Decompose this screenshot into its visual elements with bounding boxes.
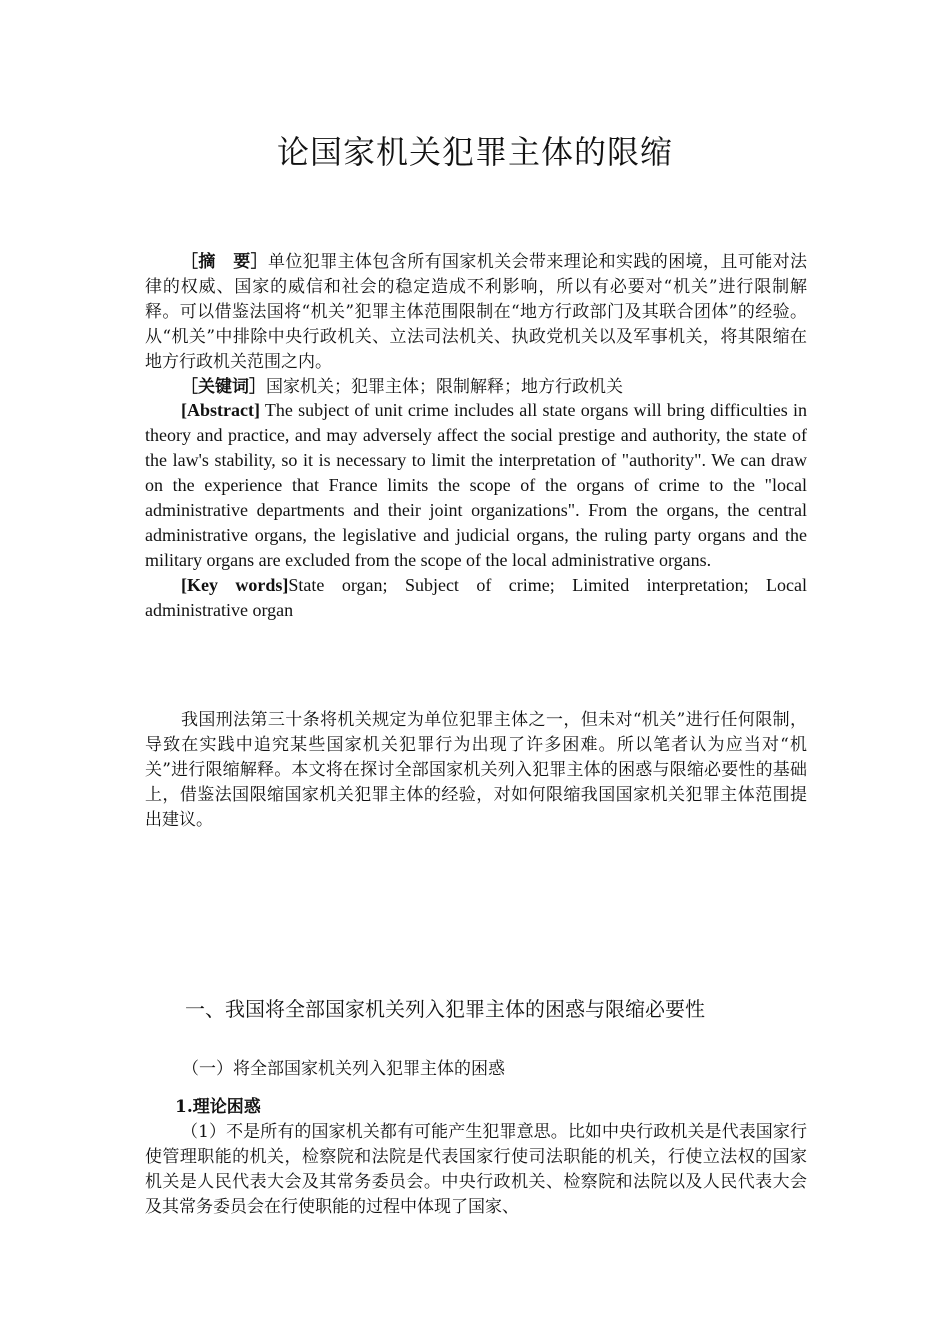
subsection-heading-1-1: （一）将全部国家机关列入犯罪主体的困惑	[182, 1059, 505, 1079]
keywords-english-paragraph	[145, 573, 807, 623]
body-paragraph-1: （1）不是所有的国家机关都有可能产生犯罪意思。比如中央行政机关是代表国家行使管理职能的机关，检察院和法院是代表国家行使司法职能的机关，行使立法权的国家机关是人民代表大会及其常务委员会。中央行政机关、检察院和法院以及人民代表大会及其常务委员会在行使职能的过程中体现了国家、	[145, 1122, 807, 1217]
abstract-chinese-text: 单位犯罪主体包含所有国家机关会带来理论和实践的困境，且可能对法律的权威、国家的威信和社会的稳定造成不利影响，所以有必要对“机关”进行限制解释。可以借鉴法国将“机关”犯罪主体范围限制在“地方行政部门及其联合团体”的经验。从“机关”中排除中央行政机关、立法司法机关、执政党机关以及军事机关，将其限缩在地方行政机关范围之内。	[145, 252, 807, 372]
keywords-chinese-text: 国家机关；犯罪主体；限制解释；地方行政机关	[266, 377, 623, 397]
introduction-paragraph: 我国刑法第三十条将机关规定为单位犯罪主体之一，但未对“机关”进行任何限制，导致在实践中追究某些国家机关犯罪行为出现了许多困难。所以笔者认为应当对“机关”进行限缩解释。本文将在探讨全部国家机关列入犯罪主体的困惑与限缩必要性的基础上，借鉴法国限缩国家机关犯罪主体的经验，对如何限缩我国国家机关犯罪主体范围提出建议。	[145, 710, 807, 830]
abstract-chinese-paragraph	[145, 250, 807, 375]
abstract-english-tag: [Abstract]	[181, 400, 260, 420]
section-heading-1: 一、我国将全部国家机关列入犯罪主体的困惑与限缩必要性	[185, 997, 705, 1021]
introduction-block	[145, 708, 807, 833]
abstract-english-block	[145, 398, 807, 623]
keywords-english-tag: [Key words]	[181, 575, 289, 595]
abstract-english-text: The subject of unit crime includes all state organs will bring difficulties in theory and practice, and may adversely affect the social prestige and authority, the state of the law's stability, so it is necessary to limit the interpretation of "authority". We can draw on the experience that France limits the scope of the organs of crime to the "local administrative departments and their joint organizations". From the organs, the central administrative organs, the legislative and judicial organs, the ruling party organs and the military organs are excluded from the scope of the local administrative organs.	[145, 400, 807, 570]
subsubsection-heading-theory: 1.理论困惑	[175, 1097, 261, 1117]
keywords-english-text: State organ; Subject of crime; Limited interpretation; Local administrative organ	[145, 575, 807, 620]
body-text-block	[145, 1120, 807, 1220]
keywords-chinese-tag: ［关键词］	[181, 377, 266, 397]
abstract-english-paragraph	[145, 398, 807, 573]
abstract-chinese-block	[145, 250, 807, 400]
document-title: 论国家机关犯罪主体的限缩	[276, 133, 673, 171]
abstract-chinese-tag: ［摘 要］	[181, 252, 268, 272]
keywords-chinese-paragraph	[145, 375, 807, 400]
